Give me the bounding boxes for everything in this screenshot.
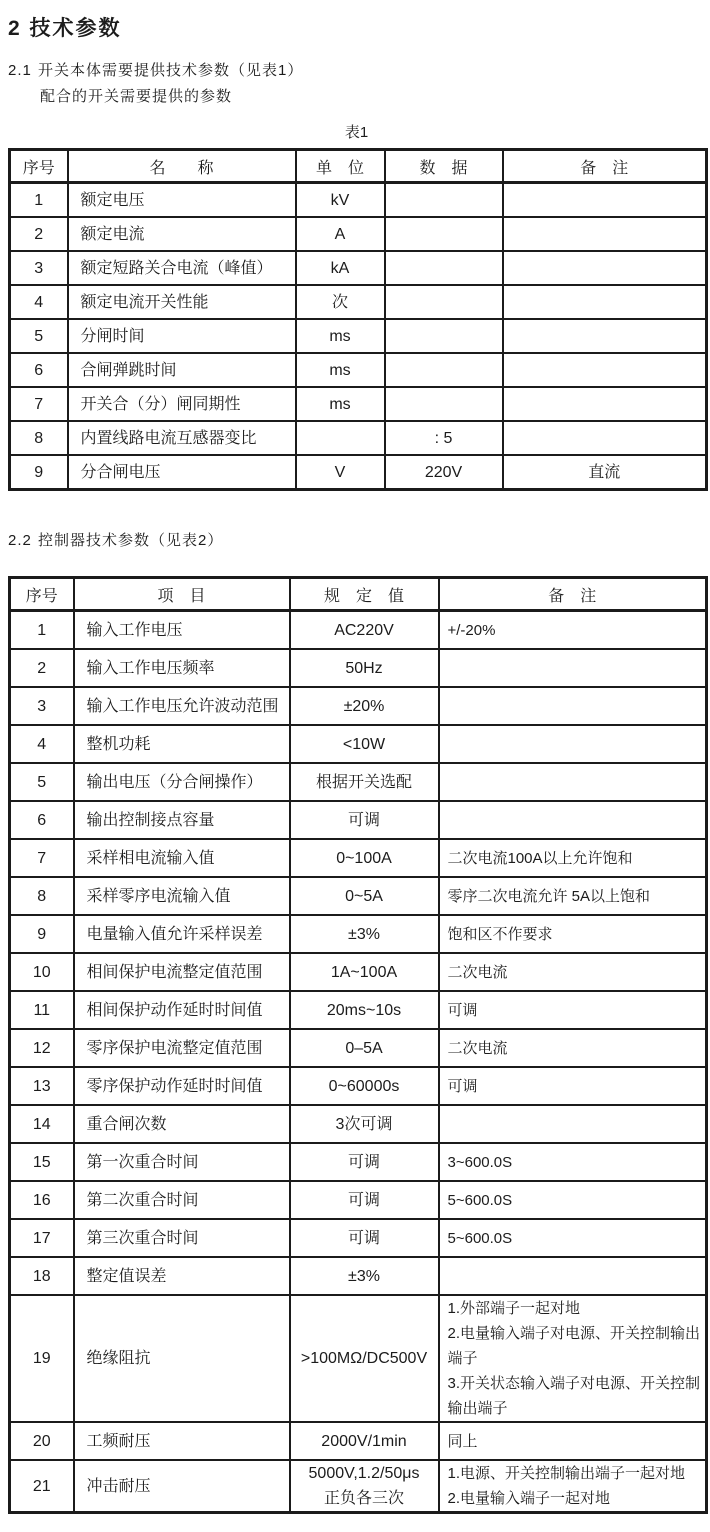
table-row xyxy=(10,725,707,763)
column-header: 单 位 xyxy=(296,150,385,183)
cell: 分闸时间 xyxy=(68,319,296,353)
table-row xyxy=(10,991,707,1029)
cell: 二次电流 xyxy=(439,1029,707,1067)
table-row xyxy=(10,763,707,801)
cell: 3次可调 xyxy=(290,1105,439,1143)
cell: 2 xyxy=(10,217,68,251)
column-header: 序号 xyxy=(10,578,74,611)
cell: 饱和区不作要求 xyxy=(439,915,707,953)
cell xyxy=(503,353,707,387)
cell: 输入工作电压 xyxy=(74,611,290,650)
cell: 相间保护电流整定值范围 xyxy=(74,953,290,991)
table-row xyxy=(10,1257,707,1295)
cell: 可调 xyxy=(290,1219,439,1257)
cell: 0~100A xyxy=(290,839,439,877)
column-header: 备 注 xyxy=(439,578,707,611)
cell: 1.电源、开关控制输出端子一起对地 2.电量输入端子一起对地 xyxy=(439,1460,707,1513)
cell: 21 xyxy=(10,1460,74,1513)
cell: 13 xyxy=(10,1067,74,1105)
cell: <10W xyxy=(290,725,439,763)
cell: 根据开关选配 xyxy=(290,763,439,801)
cell: 10 xyxy=(10,953,74,991)
cell xyxy=(385,319,503,353)
cell: 12 xyxy=(10,1029,74,1067)
table-row xyxy=(10,1143,707,1181)
cell: 重合闸次数 xyxy=(74,1105,290,1143)
cell: 4 xyxy=(10,725,74,763)
table-row xyxy=(10,1105,707,1143)
cell: 1.外部端子一起对地 2.电量输入端子对电源、开关控制输出端子 3.开关状态输入端子对电源、开关控制输出端子 xyxy=(439,1295,707,1422)
section-2-1-subline: 配合的开关需要提供的参数 xyxy=(40,88,233,105)
table1-caption: 表1 xyxy=(344,124,369,141)
section-2-1-text: 开关本体需要提供技术参数（见表1） xyxy=(38,62,304,79)
column-header: 规 定 值 xyxy=(290,578,439,611)
cell: 零序保护动作延时时间值 xyxy=(74,1067,290,1105)
cell: 开关合（分）闸同期性 xyxy=(68,387,296,421)
table1-header-row xyxy=(10,150,707,183)
table2-controller-parameters xyxy=(8,576,708,1514)
cell xyxy=(385,353,503,387)
cell: 同上 xyxy=(439,1422,707,1460)
cell: 1A~100A xyxy=(290,953,439,991)
cell: 零序二次电流允许 5A以上饱和 xyxy=(439,877,707,915)
cell: A xyxy=(296,217,385,251)
page-title: 2 技术参数 xyxy=(8,17,122,40)
table-row xyxy=(10,687,707,725)
cell: 5000V,1.2/50μs 正负各三次 xyxy=(290,1460,439,1513)
table1-body xyxy=(10,183,707,490)
cell: 输入工作电压频率 xyxy=(74,649,290,687)
cell: 绝缘阻抗 xyxy=(74,1295,290,1422)
cell xyxy=(296,421,385,455)
cell: 11 xyxy=(10,991,74,1029)
table-row xyxy=(10,285,707,319)
cell: kV xyxy=(296,183,385,218)
cell: 整定值误差 xyxy=(74,1257,290,1295)
cell: 输入工作电压允许波动范围 xyxy=(74,687,290,725)
column-header: 数 据 xyxy=(385,150,503,183)
cell xyxy=(503,319,707,353)
cell: 19 xyxy=(10,1295,74,1422)
cell: 0~5A xyxy=(290,877,439,915)
cell xyxy=(439,1257,707,1295)
cell: 7 xyxy=(10,387,68,421)
cell: 分合闸电压 xyxy=(68,455,296,490)
cell: ms xyxy=(296,387,385,421)
table-row xyxy=(10,1029,707,1067)
table-row xyxy=(10,801,707,839)
cell: 额定短路关合电流（峰值） xyxy=(68,251,296,285)
cell xyxy=(503,217,707,251)
cell: 采样相电流输入值 xyxy=(74,839,290,877)
cell: >100MΩ/DC500V xyxy=(290,1295,439,1422)
cell: 18 xyxy=(10,1257,74,1295)
cell: 可调 xyxy=(439,1067,707,1105)
cell: 0–5A xyxy=(290,1029,439,1067)
cell: 第三次重合时间 xyxy=(74,1219,290,1257)
cell: 次 xyxy=(296,285,385,319)
cell: 相间保护动作延时时间值 xyxy=(74,991,290,1029)
cell xyxy=(439,649,707,687)
cell: 额定电流开关性能 xyxy=(68,285,296,319)
cell xyxy=(439,801,707,839)
table-row xyxy=(10,1067,707,1105)
table-row xyxy=(10,455,707,490)
cell: 工频耐压 xyxy=(74,1422,290,1460)
cell: 8 xyxy=(10,877,74,915)
cell: 二次电流100A以上允许饱和 xyxy=(439,839,707,877)
cell: 6 xyxy=(10,801,74,839)
cell: 5~600.0S xyxy=(439,1181,707,1219)
cell: 7 xyxy=(10,839,74,877)
table2-header-row xyxy=(10,578,707,611)
cell: 额定电流 xyxy=(68,217,296,251)
cell: ms xyxy=(296,319,385,353)
cell xyxy=(503,421,707,455)
table-row xyxy=(10,387,707,421)
table-row xyxy=(10,1219,707,1257)
cell: 输出控制接点容量 xyxy=(74,801,290,839)
table-row xyxy=(10,1295,707,1422)
cell: 5 xyxy=(10,319,68,353)
table-row xyxy=(10,1460,707,1513)
cell: 二次电流 xyxy=(439,953,707,991)
cell: 直流 xyxy=(503,455,707,490)
table-row xyxy=(10,1181,707,1219)
cell xyxy=(385,251,503,285)
cell: 6 xyxy=(10,353,68,387)
cell: 冲击耐压 xyxy=(74,1460,290,1513)
cell: 采样零序电流输入值 xyxy=(74,877,290,915)
cell xyxy=(385,217,503,251)
cell: 电量输入值允许采样误差 xyxy=(74,915,290,953)
cell: ±3% xyxy=(290,915,439,953)
cell: 可调 xyxy=(290,1181,439,1219)
cell xyxy=(385,183,503,218)
section-2-1-heading xyxy=(8,59,705,80)
table1-switch-parameters xyxy=(8,148,708,491)
cell: ±20% xyxy=(290,687,439,725)
cell xyxy=(503,285,707,319)
table-row xyxy=(10,183,707,218)
cell: 2 xyxy=(10,649,74,687)
cell: 零序保护电流整定值范围 xyxy=(74,1029,290,1067)
table-row xyxy=(10,319,707,353)
cell: 4 xyxy=(10,285,68,319)
cell: V xyxy=(296,455,385,490)
column-header: 备 注 xyxy=(503,150,707,183)
cell: 1 xyxy=(10,611,74,650)
cell: 220V xyxy=(385,455,503,490)
column-header: 项 目 xyxy=(74,578,290,611)
cell: 20ms~10s xyxy=(290,991,439,1029)
table-row xyxy=(10,1422,707,1460)
cell: ms xyxy=(296,353,385,387)
cell: 5~600.0S xyxy=(439,1219,707,1257)
cell: 16 xyxy=(10,1181,74,1219)
cell: 14 xyxy=(10,1105,74,1143)
table-row xyxy=(10,421,707,455)
table-row xyxy=(10,877,707,915)
cell: 可调 xyxy=(439,991,707,1029)
cell: AC220V xyxy=(290,611,439,650)
column-header: 序号 xyxy=(10,150,68,183)
cell: 3~600.0S xyxy=(439,1143,707,1181)
cell: 3 xyxy=(10,251,68,285)
cell: 9 xyxy=(10,915,74,953)
cell: ±3% xyxy=(290,1257,439,1295)
cell: 可调 xyxy=(290,801,439,839)
section-2-2-text: 控制器技术参数（见表2） xyxy=(38,532,224,549)
cell: +/-20% xyxy=(439,611,707,650)
cell: 9 xyxy=(10,455,68,490)
cell: 8 xyxy=(10,421,68,455)
table-row xyxy=(10,611,707,650)
section-2-2-number: 2.2 xyxy=(8,532,32,549)
section-2-2-heading xyxy=(8,529,705,550)
cell xyxy=(439,763,707,801)
table-row xyxy=(10,217,707,251)
cell: 1 xyxy=(10,183,68,218)
table-row xyxy=(10,251,707,285)
cell: : 5 xyxy=(385,421,503,455)
table-row xyxy=(10,915,707,953)
cell: 第二次重合时间 xyxy=(74,1181,290,1219)
cell: 额定电压 xyxy=(68,183,296,218)
cell: 整机功耗 xyxy=(74,725,290,763)
cell xyxy=(439,1105,707,1143)
cell: 内置线路电流互感器变比 xyxy=(68,421,296,455)
cell: 合闸弹跳时间 xyxy=(68,353,296,387)
table-row xyxy=(10,953,707,991)
section-2-1-number: 2.1 xyxy=(8,62,32,79)
cell: 第一次重合时间 xyxy=(74,1143,290,1181)
cell xyxy=(503,251,707,285)
table-row xyxy=(10,839,707,877)
column-header: 名 称 xyxy=(68,150,296,183)
cell: 20 xyxy=(10,1422,74,1460)
cell: 17 xyxy=(10,1219,74,1257)
cell xyxy=(385,387,503,421)
cell: 3 xyxy=(10,687,74,725)
cell xyxy=(439,725,707,763)
cell xyxy=(503,387,707,421)
cell xyxy=(385,285,503,319)
cell: 50Hz xyxy=(290,649,439,687)
table-row xyxy=(10,649,707,687)
cell: 输出电压（分合闸操作） xyxy=(74,763,290,801)
cell: 2000V/1min xyxy=(290,1422,439,1460)
cell: 0~60000s xyxy=(290,1067,439,1105)
cell xyxy=(439,687,707,725)
cell: 5 xyxy=(10,763,74,801)
table2-body xyxy=(10,611,707,1513)
cell: 15 xyxy=(10,1143,74,1181)
cell: 可调 xyxy=(290,1143,439,1181)
cell xyxy=(503,183,707,218)
cell: kA xyxy=(296,251,385,285)
table-row xyxy=(10,353,707,387)
